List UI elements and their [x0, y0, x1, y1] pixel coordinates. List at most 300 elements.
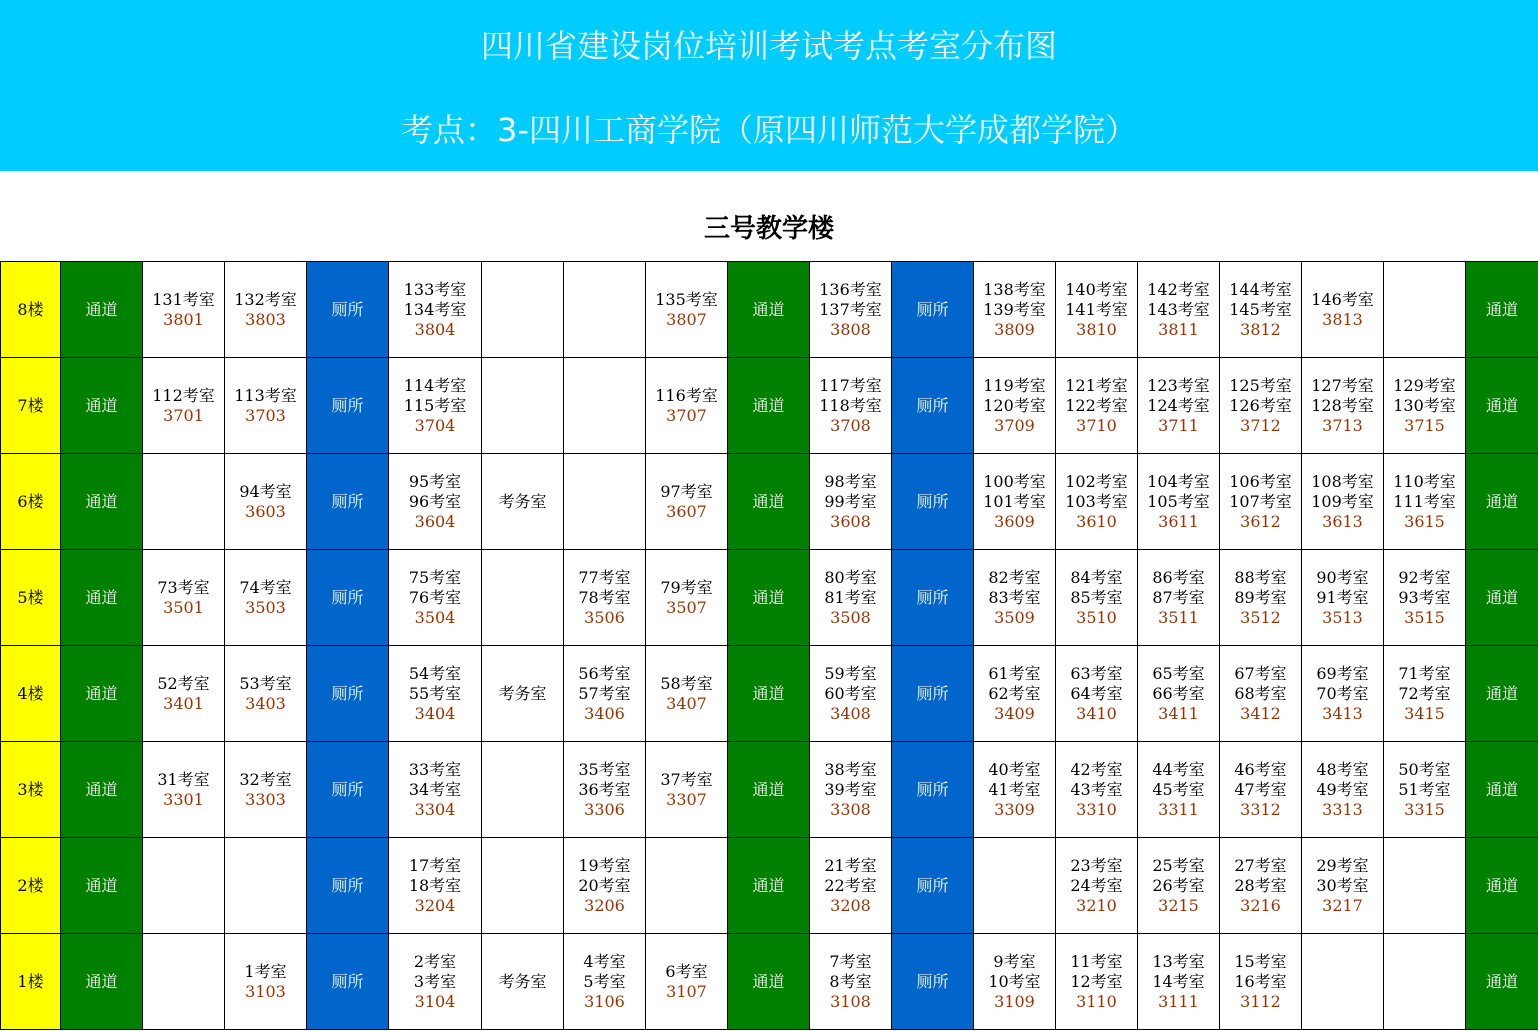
exam-room-label: 136考室	[819, 279, 882, 299]
floor-label: 4楼	[1, 646, 61, 742]
exam-room-label: 139考室	[983, 299, 1046, 319]
exam-room-cell	[143, 646, 225, 742]
exam-room-cell	[974, 358, 1056, 454]
classroom-number: 3312	[1240, 799, 1281, 819]
exam-room-label: 101考室	[983, 491, 1046, 511]
exam-room-cell	[389, 838, 482, 934]
classroom-number: 3611	[1158, 511, 1199, 531]
corridor-cell: 通道	[61, 646, 143, 742]
exam-room-label: 25考室	[1152, 855, 1205, 875]
exam-room-cell	[1138, 646, 1220, 742]
exam-room-label: 9考室	[993, 951, 1036, 971]
exam-room-label: 57考室	[578, 683, 631, 703]
exam-room-label: 28考室	[1234, 875, 1287, 895]
classroom-number: 3413	[1322, 703, 1363, 723]
exam-room-label: 108考室	[1311, 471, 1374, 491]
toilet-cell: 厕所	[307, 454, 389, 550]
empty-cell	[482, 262, 564, 358]
exam-room-label: 61考室	[988, 663, 1041, 683]
exam-room-label: 29考室	[1316, 855, 1369, 875]
exam-room-label: 31考室	[157, 769, 210, 789]
exam-room-label: 77考室	[578, 567, 631, 587]
exam-room-cell	[1302, 358, 1384, 454]
exam-room-label: 79考室	[660, 577, 713, 597]
exam-room-label: 44考室	[1152, 759, 1205, 779]
exam-room-label: 67考室	[1234, 663, 1287, 683]
exam-room-cell	[1138, 934, 1220, 1030]
empty-cell	[974, 838, 1056, 934]
exam-room-cell	[1302, 838, 1384, 934]
building-name: 三号教学楼	[703, 214, 834, 244]
exam-room-label: 104考室	[1147, 471, 1210, 491]
exam-room-label: 113考室	[234, 385, 297, 405]
empty-cell	[482, 550, 564, 646]
exam-office-cell: 考务室	[482, 646, 564, 742]
classroom-number: 3112	[1240, 991, 1281, 1011]
exam-room-cell	[1056, 262, 1138, 358]
exam-room-label: 62考室	[988, 683, 1041, 703]
corridor-cell: 通道	[1466, 838, 1538, 934]
exam-room-label: 99考室	[824, 491, 877, 511]
classroom-number: 3206	[584, 895, 625, 915]
exam-room-cell	[1384, 358, 1466, 454]
exam-room-cell	[225, 742, 307, 838]
empty-cell	[482, 742, 564, 838]
exam-room-label: 144考室	[1229, 279, 1292, 299]
toilet-cell: 厕所	[307, 550, 389, 646]
classroom-number: 3804	[414, 319, 456, 339]
exam-room-label: 10考室	[988, 971, 1041, 991]
exam-room-cell	[143, 742, 225, 838]
floor-row	[1, 838, 1538, 934]
toilet-cell: 厕所	[892, 646, 974, 742]
exam-room-label: 90考室	[1316, 567, 1369, 587]
corridor-cell: 通道	[61, 838, 143, 934]
classroom-number: 3610	[1076, 511, 1117, 531]
classroom-number: 3504	[414, 607, 456, 627]
exam-room-label: 12考室	[1070, 971, 1123, 991]
corridor-cell: 通道	[728, 742, 810, 838]
classroom-number: 3712	[1240, 415, 1281, 435]
classroom-number: 3110	[1076, 991, 1117, 1011]
exam-room-label: 38考室	[824, 759, 877, 779]
exam-room-label: 97考室	[660, 481, 713, 501]
exam-room-cell	[1220, 550, 1302, 646]
exam-room-label: 33考室	[408, 759, 462, 779]
toilet-cell: 厕所	[307, 262, 389, 358]
classroom-number: 3704	[414, 415, 456, 435]
corridor-cell: 通道	[61, 742, 143, 838]
toilet-cell: 厕所	[892, 358, 974, 454]
empty-cell	[1384, 934, 1466, 1030]
empty-cell	[564, 262, 646, 358]
floor-label: 6楼	[1, 454, 61, 550]
exam-room-label: 143考室	[1147, 299, 1210, 319]
exam-room-label: 103考室	[1065, 491, 1128, 511]
classroom-number: 3103	[245, 981, 286, 1001]
exam-room-label: 98考室	[824, 471, 877, 491]
exam-room-label: 49考室	[1316, 779, 1369, 799]
exam-room-label: 126考室	[1229, 395, 1292, 415]
exam-room-label: 68考室	[1234, 683, 1287, 703]
exam-room-label: 96考室	[408, 491, 462, 511]
exam-room-cell	[810, 262, 892, 358]
exam-room-label: 24考室	[1070, 875, 1123, 895]
exam-room-cell	[1302, 742, 1384, 838]
classroom-number: 3403	[245, 693, 286, 713]
exam-room-cell	[389, 646, 482, 742]
exam-room-cell	[1056, 550, 1138, 646]
classroom-number: 3108	[830, 991, 871, 1011]
exam-room-label: 120考室	[983, 395, 1046, 415]
floor-row	[1, 550, 1538, 646]
exam-room-label: 37考室	[660, 769, 713, 789]
exam-room-label: 75考室	[408, 567, 462, 587]
corridor-cell: 通道	[728, 838, 810, 934]
exam-room-label: 2考室	[413, 951, 457, 971]
exam-room-label: 112考室	[152, 385, 215, 405]
exam-room-label: 119考室	[983, 375, 1046, 395]
classroom-number: 3410	[1076, 703, 1117, 723]
classroom-number: 3710	[1076, 415, 1117, 435]
exam-room-label: 82考室	[988, 567, 1041, 587]
exam-office-cell: 考务室	[482, 454, 564, 550]
exam-room-cell	[389, 934, 482, 1030]
exam-room-label: 81考室	[824, 587, 877, 607]
empty-cell	[1384, 262, 1466, 358]
classroom-number: 3408	[830, 703, 871, 723]
exam-room-cell	[1220, 454, 1302, 550]
exam-room-cell	[143, 358, 225, 454]
corridor-cell: 通道	[1466, 454, 1538, 550]
empty-cell	[143, 838, 225, 934]
floor-row	[1, 358, 1538, 454]
corridor-cell: 通道	[1466, 262, 1538, 358]
exam-room-cell	[810, 934, 892, 1030]
exam-room-cell	[1056, 646, 1138, 742]
classroom-number: 3210	[1076, 895, 1117, 915]
classroom-number: 3510	[1076, 607, 1117, 627]
exam-room-label: 8考室	[829, 971, 872, 991]
classroom-number: 3307	[666, 789, 707, 809]
exam-room-cell	[143, 262, 225, 358]
classroom-number: 3407	[666, 693, 707, 713]
exam-room-label: 122考室	[1065, 395, 1128, 415]
classroom-number: 3412	[1240, 703, 1281, 723]
exam-room-label: 129考室	[1393, 375, 1456, 395]
exam-room-label: 91考室	[1316, 587, 1369, 607]
corridor-cell: 通道	[61, 934, 143, 1030]
toilet-cell: 厕所	[307, 742, 389, 838]
classroom-number: 3308	[830, 799, 871, 819]
classroom-number: 3411	[1158, 703, 1199, 723]
exam-room-label: 42考室	[1070, 759, 1123, 779]
exam-office-cell: 考务室	[482, 934, 564, 1030]
exam-room-label: 118考室	[819, 395, 882, 415]
exam-room-cell	[1056, 454, 1138, 550]
page-subtitle: 考点：3-四川工商学院（原四川师范大学成都学院）	[401, 111, 1137, 149]
classroom-number: 3703	[245, 405, 286, 425]
classroom-number: 3609	[994, 511, 1035, 531]
exam-room-cell	[1220, 262, 1302, 358]
exam-room-label: 20考室	[578, 875, 631, 895]
floor-row	[1, 262, 1538, 358]
toilet-cell: 厕所	[307, 358, 389, 454]
classroom-number: 3715	[1404, 415, 1445, 435]
classroom-number: 3803	[245, 309, 286, 329]
exam-room-label: 51考室	[1398, 779, 1451, 799]
classroom-number: 3512	[1240, 607, 1281, 627]
classroom-number: 3707	[666, 405, 707, 425]
classroom-number: 3807	[666, 309, 707, 329]
floor-label: 7楼	[1, 358, 61, 454]
exam-room-cell	[974, 934, 1056, 1030]
exam-room-label: 89考室	[1234, 587, 1287, 607]
exam-room-label: 50考室	[1398, 759, 1451, 779]
exam-room-label: 121考室	[1065, 375, 1128, 395]
exam-room-cell	[646, 550, 728, 646]
exam-room-label: 26考室	[1152, 875, 1205, 895]
exam-room-label: 146考室	[1311, 289, 1374, 309]
exam-room-label: 4考室	[583, 951, 626, 971]
exam-room-cell	[1138, 262, 1220, 358]
exam-room-cell	[564, 550, 646, 646]
exam-room-cell	[646, 646, 728, 742]
corridor-cell: 通道	[61, 550, 143, 646]
exam-room-cell	[225, 934, 307, 1030]
exam-room-label: 128考室	[1311, 395, 1374, 415]
corridor-cell: 通道	[728, 454, 810, 550]
classroom-number: 3306	[584, 799, 625, 819]
empty-cell	[564, 358, 646, 454]
exam-room-cell	[1220, 646, 1302, 742]
exam-room-label: 70考室	[1316, 683, 1369, 703]
exam-room-cell	[1384, 550, 1466, 646]
exam-room-cell	[564, 742, 646, 838]
classroom-number: 3508	[830, 607, 871, 627]
classroom-number: 3810	[1076, 319, 1117, 339]
classroom-number: 3208	[830, 895, 871, 915]
classroom-number: 3809	[994, 319, 1035, 339]
title-banner	[0, 0, 1538, 171]
corridor-cell: 通道	[728, 550, 810, 646]
exam-room-label: 105考室	[1147, 491, 1210, 511]
classroom-number: 3415	[1404, 703, 1445, 723]
classroom-number: 3311	[1158, 799, 1199, 819]
exam-room-label: 3考室	[413, 971, 457, 991]
classroom-number: 3612	[1240, 511, 1281, 531]
exam-room-cell	[1220, 742, 1302, 838]
exam-room-cell	[810, 454, 892, 550]
exam-room-cell	[810, 742, 892, 838]
floor-label: 5楼	[1, 550, 61, 646]
exam-room-label: 7考室	[829, 951, 872, 971]
classroom-number: 3513	[1322, 607, 1363, 627]
exam-room-label: 95考室	[408, 471, 462, 491]
exam-room-cell	[1056, 934, 1138, 1030]
classroom-number: 3401	[163, 693, 204, 713]
exam-room-label: 14考室	[1152, 971, 1205, 991]
exam-room-label: 83考室	[988, 587, 1041, 607]
exam-room-cell	[1384, 646, 1466, 742]
exam-room-cell	[974, 262, 1056, 358]
floor-label: 2楼	[1, 838, 61, 934]
exam-room-cell	[143, 550, 225, 646]
exam-room-cell	[1302, 646, 1384, 742]
classroom-number: 3813	[1322, 309, 1363, 329]
exam-room-label: 69考室	[1316, 663, 1369, 683]
empty-cell	[564, 454, 646, 550]
exam-room-label: 35考室	[578, 759, 631, 779]
exam-room-cell	[1138, 742, 1220, 838]
floor-row	[1, 646, 1538, 742]
exam-room-label: 11考室	[1070, 951, 1123, 971]
toilet-cell: 厕所	[307, 934, 389, 1030]
exam-room-label: 63考室	[1070, 663, 1123, 683]
exam-room-label: 40考室	[988, 759, 1041, 779]
exam-room-cell	[1220, 934, 1302, 1030]
exam-room-label: 88考室	[1234, 567, 1287, 587]
toilet-cell: 厕所	[892, 262, 974, 358]
exam-room-label: 92考室	[1398, 567, 1451, 587]
exam-room-label: 41考室	[988, 779, 1041, 799]
exam-room-cell	[1302, 454, 1384, 550]
classroom-number: 3304	[414, 799, 456, 819]
exam-room-label: 58考室	[660, 673, 713, 693]
toilet-cell: 厕所	[892, 454, 974, 550]
exam-room-cell	[225, 646, 307, 742]
exam-room-label: 43考室	[1070, 779, 1123, 799]
exam-room-label: 47考室	[1234, 779, 1287, 799]
corridor-cell: 通道	[1466, 550, 1538, 646]
exam-room-cell	[1138, 454, 1220, 550]
exam-room-label: 39考室	[824, 779, 877, 799]
exam-room-label: 94考室	[239, 481, 292, 501]
exam-room-cell	[1138, 550, 1220, 646]
exam-room-label: 74考室	[239, 577, 292, 597]
exam-room-label: 93考室	[1398, 587, 1451, 607]
classroom-number: 3204	[414, 895, 456, 915]
classroom-number: 3607	[666, 501, 707, 521]
exam-room-label: 107考室	[1229, 491, 1292, 511]
exam-room-cell	[1138, 358, 1220, 454]
floor-label: 8楼	[1, 262, 61, 358]
exam-room-label: 19考室	[578, 855, 631, 875]
exam-room-label: 115考室	[403, 395, 467, 415]
exam-room-cell	[974, 550, 1056, 646]
exam-room-label: 116考室	[655, 385, 718, 405]
classroom-number: 3310	[1076, 799, 1117, 819]
exam-room-cell	[646, 742, 728, 838]
exam-room-label: 34考室	[408, 779, 462, 799]
empty-cell	[1384, 838, 1466, 934]
exam-room-label: 138考室	[983, 279, 1046, 299]
toilet-cell: 厕所	[892, 550, 974, 646]
classroom-number: 3507	[666, 597, 707, 617]
exam-room-cell	[389, 358, 482, 454]
exam-room-label: 124考室	[1147, 395, 1210, 415]
floor-label: 1楼	[1, 934, 61, 1030]
classroom-number: 3709	[994, 415, 1035, 435]
classroom-number: 3217	[1322, 895, 1363, 915]
corridor-cell: 通道	[1466, 358, 1538, 454]
classroom-number: 3107	[666, 981, 707, 1001]
exam-room-label: 66考室	[1152, 683, 1205, 703]
exam-room-label: 5考室	[583, 971, 626, 991]
exam-room-cell	[810, 838, 892, 934]
exam-room-label: 72考室	[1398, 683, 1451, 703]
exam-room-cell	[1302, 262, 1384, 358]
exam-room-cell	[389, 262, 482, 358]
toilet-cell: 厕所	[892, 742, 974, 838]
exam-room-cell	[1384, 454, 1466, 550]
exam-room-label: 36考室	[578, 779, 631, 799]
exam-room-label: 76考室	[408, 587, 462, 607]
corridor-cell: 通道	[61, 262, 143, 358]
corridor-cell: 通道	[61, 358, 143, 454]
exam-room-cell	[1056, 742, 1138, 838]
exam-room-cell	[225, 454, 307, 550]
exam-room-cell	[974, 742, 1056, 838]
exam-room-cell	[225, 358, 307, 454]
empty-cell	[482, 358, 564, 454]
corridor-cell: 通道	[1466, 934, 1538, 1030]
exam-room-cell	[974, 646, 1056, 742]
exam-room-label: 56考室	[578, 663, 631, 683]
classroom-number: 3708	[830, 415, 871, 435]
corridor-cell: 通道	[1466, 742, 1538, 838]
classroom-number: 3301	[163, 789, 204, 809]
floor-row	[1, 742, 1538, 838]
exam-room-cell	[810, 646, 892, 742]
classroom-number: 3615	[1404, 511, 1445, 531]
exam-room-label: 15考室	[1234, 951, 1287, 971]
exam-room-label: 23考室	[1070, 855, 1123, 875]
exam-room-label: 73考室	[157, 577, 210, 597]
exam-room-label: 123考室	[1147, 375, 1210, 395]
classroom-number: 3603	[245, 501, 286, 521]
exam-room-cell	[646, 934, 728, 1030]
floor-row	[1, 934, 1538, 1030]
exam-room-label: 137考室	[819, 299, 882, 319]
exam-room-label: 78考室	[578, 587, 631, 607]
corridor-cell: 通道	[61, 454, 143, 550]
exam-room-cell	[389, 454, 482, 550]
classroom-number: 3309	[994, 799, 1035, 819]
exam-room-label: 18考室	[408, 875, 462, 895]
corridor-cell: 通道	[728, 358, 810, 454]
corridor-cell: 通道	[1466, 646, 1538, 742]
exam-room-cell	[564, 838, 646, 934]
classroom-number: 3111	[1158, 991, 1199, 1011]
classroom-number: 3104	[414, 991, 456, 1011]
exam-room-label: 87考室	[1152, 587, 1205, 607]
exam-room-label: 53考室	[239, 673, 292, 693]
toilet-cell: 厕所	[307, 646, 389, 742]
classroom-number: 3109	[994, 991, 1035, 1011]
classroom-number: 3406	[584, 703, 625, 723]
exam-room-cell	[225, 550, 307, 646]
exam-room-cell	[389, 742, 482, 838]
exam-room-cell	[1056, 358, 1138, 454]
exam-room-cell	[810, 358, 892, 454]
exam-room-label: 30考室	[1316, 875, 1369, 895]
exam-room-cell	[1138, 838, 1220, 934]
exam-room-label: 22考室	[824, 875, 877, 895]
exam-room-cell	[564, 646, 646, 742]
floor-plan-table	[0, 261, 1538, 1030]
exam-room-cell	[1056, 838, 1138, 934]
